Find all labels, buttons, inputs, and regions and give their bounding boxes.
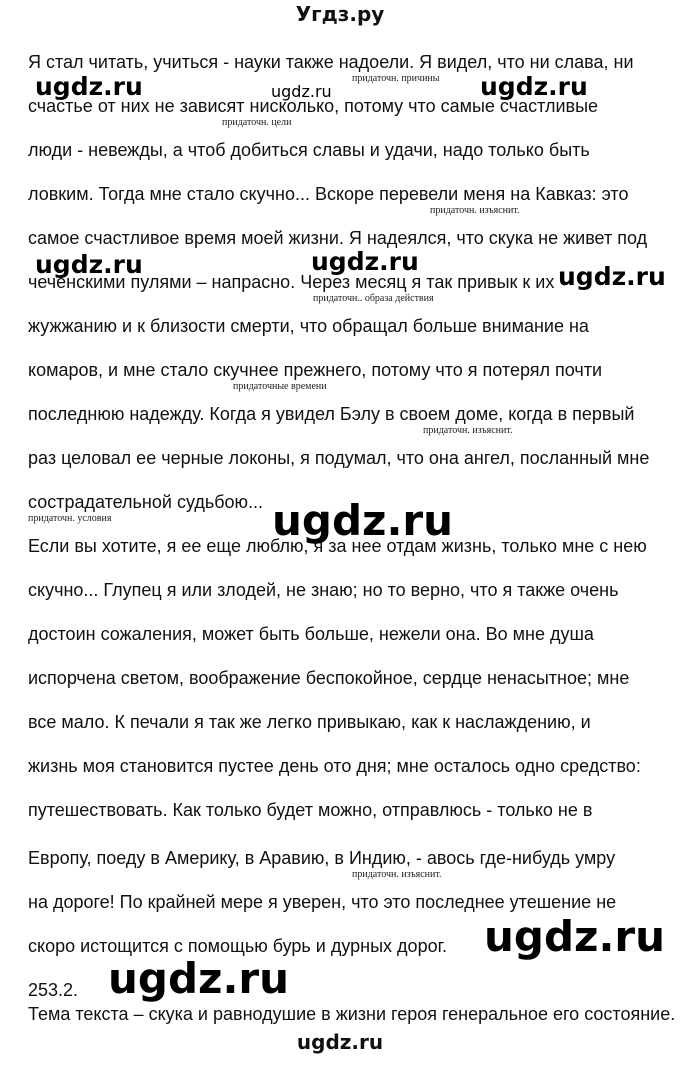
text-line: все мало. К печали я так же легко привыкаю, как к наслаждению, и (28, 712, 591, 732)
watermark: ugdz.ru (35, 250, 143, 279)
annotation-label: придаточн. изъяснит. (423, 425, 513, 436)
text-line: скоро истощится с помощью бурь и дурных дорог. (28, 936, 447, 956)
watermark: ugdz.ru (311, 247, 419, 276)
text-line: жужжанию и к близости смерти, что обращал больше внимание на (28, 316, 589, 336)
watermark: ugdz.ru (480, 72, 588, 101)
text-line: Тема текста – скука и равнодушие в жизни героя генеральное его состояние. (28, 1004, 676, 1024)
watermark: ugdz.ru (484, 912, 666, 961)
text-line: достоин сожаления, может быть больше, нежели она. Во мне душа (28, 624, 594, 644)
text-line: последнюю надежду. Когда я увидел Бэлу в своем доме, когда в первый (28, 404, 635, 424)
site-title: Угдз.ру (295, 2, 385, 26)
annotation-label: придаточн. условия (28, 513, 112, 524)
text-line: сострадательной судьбою... (28, 492, 264, 512)
text-line: люди - невежды, а чтоб добиться славы и удачи, надо только быть (28, 140, 590, 160)
annotation-label: придаточн. причины (352, 73, 440, 84)
annotation-label: придаточн. цели (222, 117, 292, 128)
site-footer: ugdz.ru (296, 1030, 384, 1054)
text-line: комаров, и мне стало скучнее прежнего, потому что я потерял почти (28, 360, 603, 380)
text-line: путешествовать. Как только будет можно, отправлюсь - только не в (28, 800, 593, 820)
text-line: на дороге! По крайней мере я уверен, что это последнее утешение не (28, 892, 617, 912)
text-line: счастье от них не зависят нисколько, потому что самые счастливые (28, 96, 599, 116)
annotation-label: придаточн. изъяснит. (352, 869, 442, 880)
watermark: ugdz.ru (108, 954, 290, 1003)
text-line: Если вы хотите, я ее еще люблю, я за нее отдам жизнь, только мне с нею (28, 536, 647, 556)
text-line: жизнь моя становится пустее день ото дня; мне осталось одно средство: (28, 756, 641, 776)
annotation-label: придаточн.. образа действия (313, 293, 434, 304)
text-line: Европу, поеду в Америку, в Аравию, в Индию, - авось где-нибудь умру (28, 848, 616, 868)
text-line: самое счастливое время моей жизни. Я надеялся, что скука не живет под (28, 228, 648, 248)
exercise-number: 253.2. (28, 980, 79, 1000)
text-line: раз целовал ее черные локоны, я подумал, что она ангел, посланный мне (28, 448, 650, 468)
text-line: ловким. Тогда мне стало скучно... Вскоре перевели меня на Кавказ: это (28, 184, 629, 204)
watermark: ugdz.ru (35, 72, 143, 101)
text-line: Я стал читать, учиться - науки также надоели. Я видел, что ни слава, ни (28, 52, 634, 72)
watermark: ugdz.ru (271, 82, 332, 101)
text-line: скучно... Глупец я или злодей, не знаю; но то верно, что я также очень (28, 580, 619, 600)
watermark: ugdz.ru (272, 496, 454, 545)
annotation-label: придаточные времени (233, 381, 327, 392)
annotation-label: придаточн. изъяснит. (430, 205, 520, 216)
text-line: испорчена светом, воображение беспокойное, сердце ненасытное; мне (28, 668, 630, 688)
watermark: ugdz.ru (558, 262, 666, 291)
text-line: чеченскими пулями – напрасно. Через месяц я так привык к их (28, 272, 555, 292)
